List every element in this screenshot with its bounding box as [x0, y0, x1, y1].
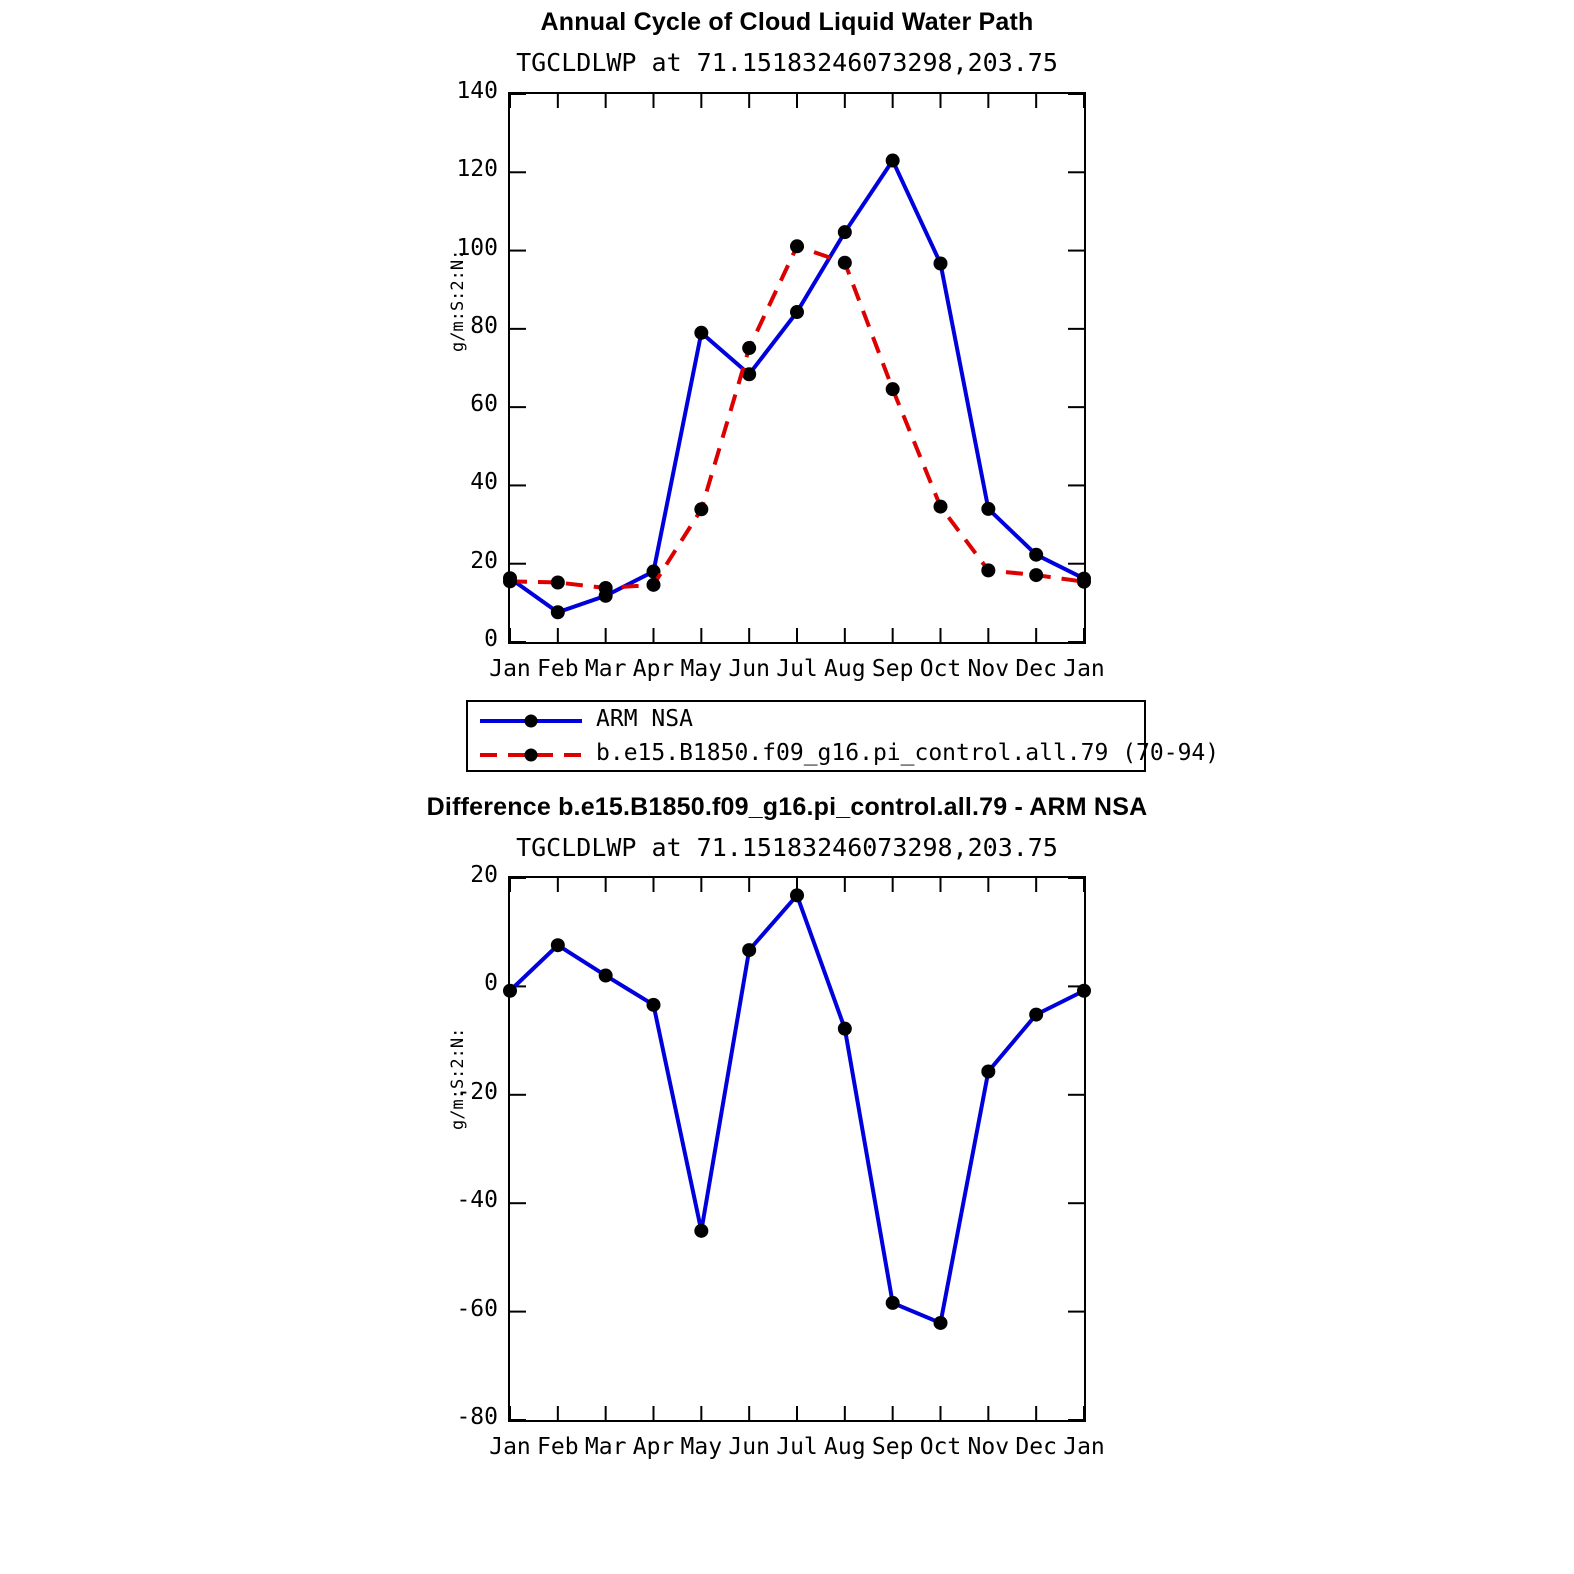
legend-swatch-1: [478, 738, 588, 772]
x-tick-label: Dec: [1015, 656, 1057, 682]
y-tick-label: 0: [484, 626, 498, 652]
y-tick-label: 80: [470, 312, 498, 339]
bottom-chart-subtitle: TGCLDLWP at 71.15183246073298,203.75: [516, 833, 1058, 862]
y-tick-label: -40: [456, 1187, 498, 1214]
y-tick-label: 100: [456, 234, 498, 261]
data-point-marker: [981, 502, 995, 516]
data-point-marker: [551, 605, 565, 619]
data-point-marker: [551, 576, 565, 590]
bottom-y-axis-label: g/m:S:2:N:: [448, 1027, 468, 1130]
data-point-marker: [1029, 568, 1043, 582]
page-title: Annual Cycle of Cloud Liquid Water Path: [540, 8, 1034, 36]
y-tick-label: 60: [470, 391, 498, 418]
data-point-marker: [981, 1064, 995, 1078]
x-tick-label: Jan: [489, 1434, 531, 1460]
series-line: [510, 246, 1084, 588]
data-point-marker: [694, 1224, 708, 1238]
x-tick-label: Oct: [919, 1434, 962, 1460]
x-tick-label: Jan: [1063, 656, 1105, 682]
x-tick-label: Mar: [584, 656, 627, 682]
y-tick-label: 40: [470, 469, 498, 496]
x-tick-label: Jul: [776, 656, 818, 682]
x-tick-label: Sep: [871, 1434, 914, 1460]
data-point-marker: [599, 969, 613, 983]
x-tick-label: Aug: [824, 656, 866, 682]
legend-swatch-0: [478, 704, 588, 738]
data-point-marker: [790, 888, 804, 902]
data-point-marker: [742, 341, 756, 355]
data-point-marker: [838, 1022, 852, 1036]
y-tick-label: -20: [456, 1078, 498, 1105]
x-tick-label: Sep: [871, 656, 914, 682]
data-point-marker: [886, 382, 900, 396]
data-point-marker: [647, 998, 661, 1012]
data-point-marker: [1029, 1008, 1043, 1022]
data-point-marker: [790, 305, 804, 319]
data-point-marker: [886, 154, 900, 168]
data-point-marker: [886, 1296, 900, 1310]
data-point-marker: [647, 578, 661, 592]
top-chart-subtitle: TGCLDLWP at 71.15183246073298,203.75: [516, 48, 1058, 77]
data-point-marker: [599, 581, 613, 595]
x-tick-label: Jun: [728, 1434, 770, 1460]
x-tick-label: May: [680, 1434, 723, 1460]
x-tick-label: Jan: [489, 656, 531, 682]
data-point-marker: [981, 563, 995, 577]
data-point-marker: [503, 984, 517, 998]
top-y-axis-label: g/m:S:2:N:: [448, 249, 468, 352]
x-tick-label: Jan: [1063, 1434, 1105, 1460]
data-point-marker: [1077, 984, 1091, 998]
legend-label-1: b.e15.B1850.f09_g16.pi_control.all.79 (70-94): [596, 740, 1220, 766]
data-point-marker: [694, 502, 708, 516]
data-point-marker: [694, 326, 708, 340]
y-tick-label: 0: [484, 970, 498, 997]
data-point-marker: [934, 500, 948, 514]
y-tick-label: 140: [456, 78, 498, 104]
series-line: [510, 161, 1084, 613]
bottom-chart-panel: [0, 790, 1574, 1574]
x-tick-label: Feb: [537, 656, 579, 682]
x-tick-label: Nov: [967, 656, 1010, 682]
data-point-marker: [838, 225, 852, 239]
data-point-marker: [503, 574, 517, 588]
data-point-marker: [551, 938, 565, 952]
x-tick-label: Dec: [1015, 1434, 1057, 1460]
y-tick-label: -60: [456, 1295, 498, 1322]
data-point-marker: [1077, 575, 1091, 589]
data-point-marker: [934, 256, 948, 270]
x-tick-label: Oct: [919, 656, 962, 682]
y-tick-label: 120: [456, 156, 498, 183]
x-tick-label: Jun: [728, 656, 770, 682]
x-tick-label: Apr: [632, 656, 675, 682]
data-point-marker: [934, 1316, 948, 1330]
x-tick-label: Feb: [537, 1434, 579, 1460]
y-tick-label: 20: [470, 547, 498, 574]
x-tick-label: Apr: [632, 1434, 675, 1460]
x-tick-label: Mar: [584, 1434, 627, 1460]
data-point-marker: [1029, 548, 1043, 562]
series-line: [510, 895, 1084, 1323]
x-tick-label: Nov: [967, 1434, 1010, 1460]
y-tick-label: -80: [456, 1404, 498, 1430]
legend-label-0: ARM NSA: [596, 706, 693, 732]
data-point-marker: [790, 239, 804, 253]
y-tick-label: 20: [470, 862, 498, 888]
x-tick-label: Jul: [776, 1434, 818, 1460]
data-point-marker: [838, 256, 852, 270]
chart-legend: [466, 700, 1220, 772]
bottom-chart-title: Difference b.e15.B1850.f09_g16.pi_control.all.79 - ARM NSA: [426, 793, 1148, 821]
x-tick-label: Aug: [824, 1434, 866, 1460]
x-tick-label: May: [680, 656, 723, 682]
data-point-marker: [742, 943, 756, 957]
